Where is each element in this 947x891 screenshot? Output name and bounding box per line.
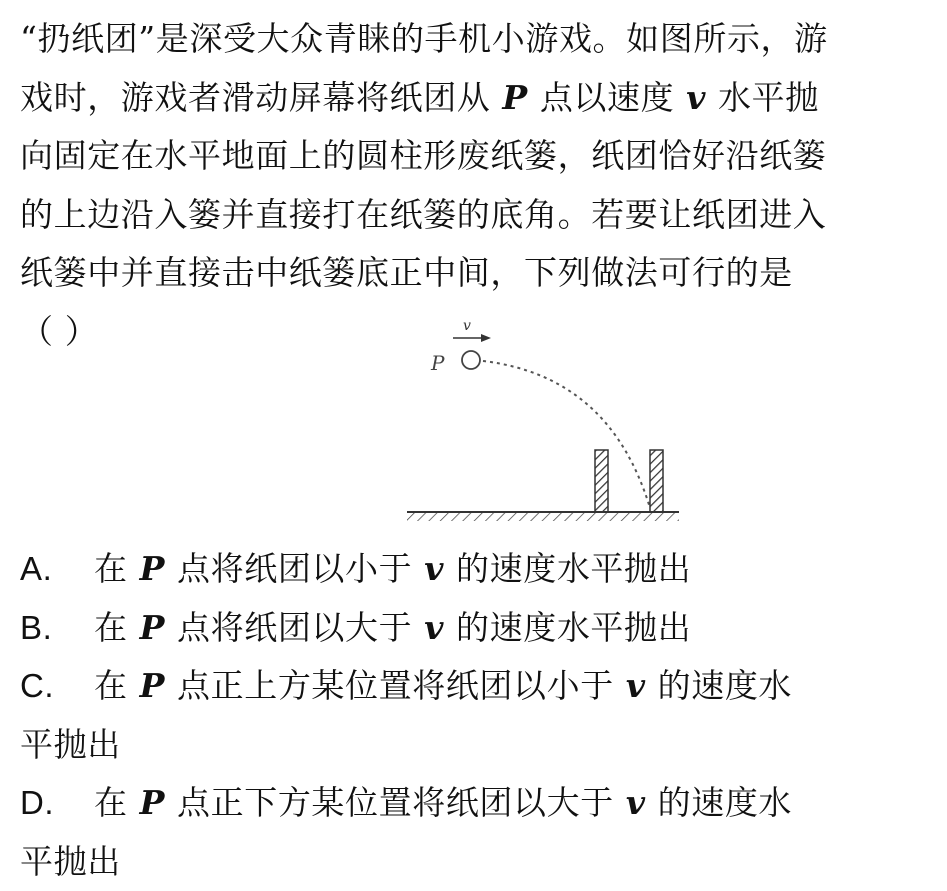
trajectory-path xyxy=(483,361,650,508)
option-b-letter: B. xyxy=(20,599,94,658)
option-a-variable-p: P xyxy=(128,549,177,588)
option-d-continuation: 平抛出 xyxy=(20,833,925,891)
velocity-label: v xyxy=(463,318,471,334)
option-d-variable-p: P xyxy=(128,783,177,822)
variable-p: P xyxy=(490,78,539,117)
option-d-text-3: 的速度水 xyxy=(658,783,792,822)
basket-left-wall xyxy=(595,450,608,512)
option-d[interactable] xyxy=(20,774,925,833)
option-a-variable-v: v xyxy=(412,549,456,588)
stem-line-2-text-b: 点以速度 xyxy=(540,78,674,117)
option-a-text-2: 点将纸团以小于 xyxy=(177,549,412,588)
option-b-text-1: 在 xyxy=(94,608,128,647)
option-b[interactable] xyxy=(20,599,925,658)
option-d-text-1: 在 xyxy=(94,783,128,822)
option-c-text-2: 点正上方某位置将纸团以小于 xyxy=(177,666,614,705)
answer-blank: （ ） xyxy=(20,303,925,362)
option-b-text-2: 点将纸团以大于 xyxy=(177,608,412,647)
option-d-variable-v: v xyxy=(614,783,658,822)
variable-v: v xyxy=(674,78,718,117)
option-c-letter: C. xyxy=(20,657,94,716)
option-a-text-1: 在 xyxy=(94,549,128,588)
trajectory-figure xyxy=(405,318,680,528)
option-d-letter: D. xyxy=(20,774,94,833)
option-c[interactable] xyxy=(20,657,925,716)
stem-line-3: 向固定在水平地面上的圆柱形废纸篓，纸团恰好沿纸篓 xyxy=(20,127,925,186)
option-c-continuation: 平抛出 xyxy=(20,716,925,775)
stem-line-5: 纸篓中并直接击中纸篓底正中间，下列做法可行的是 xyxy=(20,244,925,303)
question-stem xyxy=(20,10,925,361)
point-label: P xyxy=(430,351,445,375)
option-c-variable-v: v xyxy=(614,666,658,705)
stem-line-2-text-a: 戏时，游戏者滑动屏幕将纸团从 xyxy=(20,78,490,117)
velocity-arrowhead-icon xyxy=(481,334,491,342)
option-d-text-2: 点正下方某位置将纸团以大于 xyxy=(177,783,614,822)
option-c-variable-p: P xyxy=(128,666,177,705)
ground-hatch xyxy=(407,512,679,521)
option-a-text-3: 的速度水平抛出 xyxy=(456,549,691,588)
stem-line-4: 的上边沿入篓并直接打在纸篓的底角。若要让纸团进入 xyxy=(20,186,925,245)
option-a-letter: A. xyxy=(20,540,94,599)
option-c-text-1: 在 xyxy=(94,666,128,705)
option-c-text-3: 的速度水 xyxy=(658,666,792,705)
stem-line-2-text-c: 水平抛 xyxy=(718,78,819,117)
option-a[interactable] xyxy=(20,540,925,599)
option-b-variable-v: v xyxy=(412,608,456,647)
option-b-variable-p: P xyxy=(128,608,177,647)
stem-line-2 xyxy=(20,69,925,128)
paper-ball-icon xyxy=(462,351,480,369)
basket-right-wall xyxy=(650,450,663,512)
answer-options xyxy=(20,540,925,891)
stem-line-1: “扔纸团”是深受大众青睐的手机小游戏。如图所示，游 xyxy=(20,10,925,69)
option-b-text-3: 的速度水平抛出 xyxy=(456,608,691,647)
